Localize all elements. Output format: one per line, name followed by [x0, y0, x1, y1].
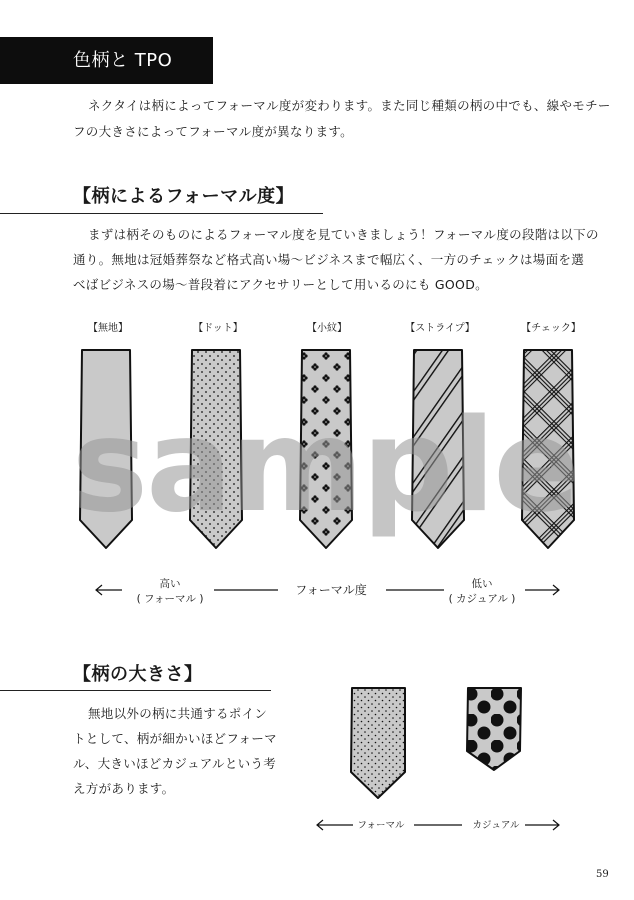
formality-line-1: まずは柄そのものによるフォーマル度を見ていきましょう！フォーマル度の段階は以下の [88, 227, 599, 242]
tie-label-check: 【チェック】 [521, 323, 581, 334]
tie-label-solid: 【無地】 [88, 323, 128, 334]
tie-label-komon: 【小紋】 [307, 323, 347, 334]
scale-low-sub: ( カジュアル ) [448, 593, 516, 605]
intro-line-1: ネクタイは柄によってフォーマル度が変わります。また同じ種類の柄の中でも、線やモチー [88, 98, 611, 113]
tie-label-stripe: 【ストライプ】 [405, 323, 475, 334]
size-scale-casual: カジュアル [472, 820, 520, 831]
tie-komon [298, 350, 358, 550]
tie-small-dots [349, 688, 411, 800]
size-line-2: トとして、柄が細かいほどフォーマ [73, 731, 277, 746]
tie-solid [78, 350, 138, 550]
sample-watermark: sample [71, 392, 579, 541]
size-heading: 【柄の大きさ】 [73, 664, 203, 685]
scale-line-right [384, 583, 448, 597]
size-scale-right-arrow [523, 818, 563, 832]
tie-check [520, 350, 580, 550]
scale-high: 高い [159, 578, 181, 590]
size-line-4: え方があります。 [73, 781, 175, 796]
formality-heading-rule [0, 213, 323, 214]
formality-line-3: べばビジネスの場〜普段着にアクセサリーとして用いるのにも GOOD。 [73, 277, 488, 292]
size-scale-formal: フォーマル [357, 820, 405, 831]
scale-high-sub: ( フォーマル ) [136, 593, 204, 605]
scale-line-left [212, 583, 282, 597]
scale-middle: フォーマル度 [295, 583, 367, 597]
tie-big-dots [465, 688, 527, 773]
section-title-bar [0, 37, 213, 84]
formality-line-2: 通り。無地は冠婚葬祭など格式高い場〜ビジネスまで幅広く、一方のチェックは場面を選 [73, 252, 585, 267]
scale-low: 低い [471, 578, 493, 590]
scale-right-arrow [523, 583, 563, 597]
tie-stripe [410, 350, 470, 550]
intro-line-2: フの大きさによってフォーマル度が異なります。 [73, 124, 353, 139]
tie-dots [188, 350, 248, 550]
size-heading-rule [0, 690, 271, 691]
formality-heading: 【柄によるフォーマル度】 [73, 186, 295, 207]
tie-label-dots: 【ドット】 [193, 323, 243, 334]
size-line-3: ル、大きいほどカジュアルという考 [73, 756, 277, 771]
size-line-1: 無地以外の柄に共通するポイン [88, 706, 268, 721]
page-number: 59 [596, 869, 609, 880]
size-scale-line [412, 818, 466, 832]
section-title: 色柄と TPO [73, 50, 173, 71]
